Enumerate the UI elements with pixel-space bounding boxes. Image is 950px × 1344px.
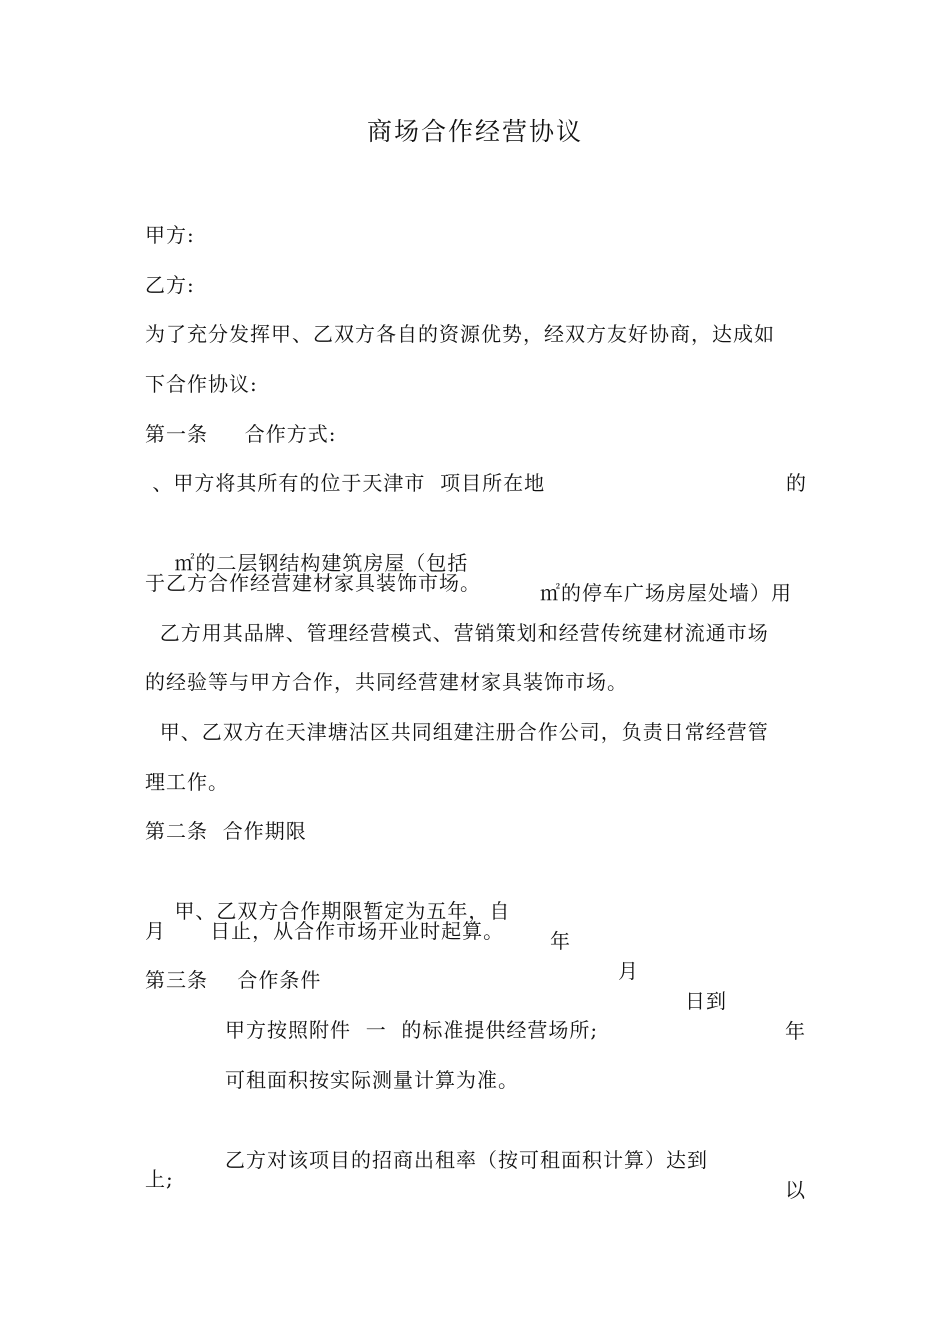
article1-item3-line1: 甲、乙双方在天津塘沽区共同组建注册合作公司，负责日常经营管 [145,720,769,744]
article2-line2: 月 日止，从合作市场开业时起算。 [145,919,505,943]
article1-item2-line2: 的经验等与甲方合作，共同经营建材家具装饰市场。 [145,670,628,694]
article1-item1-line1-right: 的 [786,471,807,495]
article2-month-1: 月 [618,959,639,983]
intro-line-1: 为了充分发挥甲、乙双方各自的资源优势，经双方友好协商，达成如 [145,322,775,346]
article1-heading: 第一条 合作方式: [145,422,337,446]
article3-heading: 第三条 合作条件 [145,968,322,992]
article1-item1-line2-left: ㎡的二层钢结构建筑房屋（包括 [174,551,469,575]
article2-year-2: 年 [785,1019,806,1043]
document-title: 商场合作经营协议 [366,117,583,146]
article1-item3-line2: 理工作。 [145,770,229,794]
article2-year-1: 年 [550,929,571,953]
intro-line-2: 下合作协议: [145,372,258,396]
article2-day-to: 日到 [685,989,727,1013]
article1-item2-line1: 乙方用其品牌、管理经营模式、营销策划和经营传统建材流通市场 [145,621,769,645]
article3-item3-line1-right: 以 [785,1178,806,1202]
article1-item1-line2-right: ㎡的停车广场房屋处墙）用 [540,581,792,605]
article1-item1-line3: 于乙方合作经营建材家具装饰市场。 [145,571,481,595]
article3-item2: 可租面积按实际测量计算为准。 [225,1068,519,1092]
article3-item3-line2: 上; [145,1167,174,1191]
article2-heading: 第二条 合作期限 [145,819,307,843]
party-a-label: 甲方: [145,223,195,247]
article3-item3-line1-left: 乙方对该项目的招商出租率（按可租面积计算）达到 [225,1148,708,1172]
article1-item1-line1-left: 、甲方将其所有的位于天津市 项目所在地 [145,471,546,495]
article3-item1: 甲方按照附件 一 的标准提供经营场所; [225,1018,599,1042]
article1-item1-line1 [145,468,807,498]
article2-line1-text: 甲、乙双方合作期限暂定为五年，自 [174,899,511,923]
party-b-label: 乙方: [145,273,195,297]
